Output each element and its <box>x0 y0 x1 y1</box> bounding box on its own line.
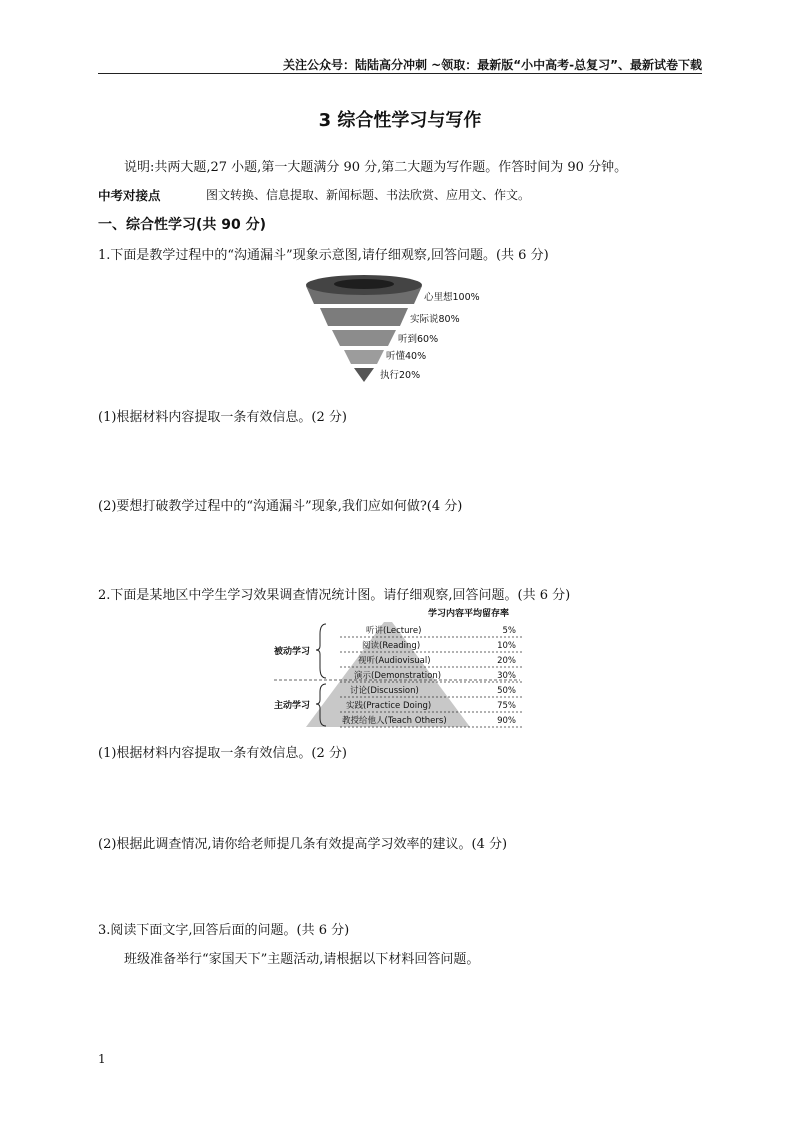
q1-stem: 1.下面是教学过程中的“沟通漏斗”现象示意图,请仔细观察,回答问题。(共 6 分) <box>98 248 549 263</box>
q2-sub2: (2)根据此调查情况,请你给老师提几条有效提高学习效率的建议。(4 分) <box>98 837 508 852</box>
page-header: 关注公众号：陆陆高分冲刺 ~领取：最新版“小中高考-总复习”、最新试卷下载 <box>283 58 702 72</box>
pyramid-value-label: 50% <box>497 686 516 696</box>
pyramid-value-label: 75% <box>497 701 516 711</box>
chart-header: 学习内容平均留存率 <box>428 609 510 619</box>
funnel-band-3 <box>332 330 396 346</box>
group-label-active: 主动学习 <box>274 701 311 711</box>
pyramid-value-label: 90% <box>497 716 516 726</box>
pyramid-category-label: 演示(Demonstration) <box>354 671 442 681</box>
brace-passive <box>316 624 326 678</box>
funnel-label-5: 执行20% <box>380 370 421 381</box>
pyramid-category-label: 听讲(Lecture) <box>366 626 422 636</box>
pyramid-category-label: 阅读(Reading) <box>362 641 421 651</box>
pyramid-value-label: 30% <box>497 671 516 681</box>
header-divider <box>98 73 702 74</box>
communication-funnel-diagram <box>290 270 520 388</box>
key-points-label: 中考对接点 <box>98 188 161 203</box>
pyramid-category-label: 讨论(Discussion) <box>350 686 419 696</box>
funnel-label-1: 心里想100% <box>424 292 480 303</box>
group-label-passive: 被动学习 <box>274 647 311 657</box>
pyramid-category-label: 教授给他人(Teach Others) <box>342 716 447 726</box>
key-points-text: 图文转换、信息提取、新闻标题、书法欣赏、应用文、作文。 <box>206 188 531 202</box>
pyramid-category-label: 实践(Practice Doing) <box>346 701 432 711</box>
pyramid-category-label: 视听(Audiovisual) <box>358 656 431 666</box>
funnel-label-3: 听到60% <box>398 334 439 345</box>
instructions: 说明:共两大题,27 小题,第一大题满分 90 分,第二大题为写作题。作答时间为 90 分钟。 <box>124 160 628 175</box>
q1-sub1: (1)根据材料内容提取一条有效信息。(2 分) <box>98 410 347 425</box>
funnel-label-4: 听懂40% <box>386 351 427 362</box>
q2-sub1: (1)根据材料内容提取一条有效信息。(2 分) <box>98 746 347 761</box>
pyramid-value-label: 20% <box>497 656 516 666</box>
q1-sub2: (2)要想打破教学过程中的“沟通漏斗”现象,我们应如何做?(4 分) <box>98 499 463 514</box>
page-number: 1 <box>98 1052 106 1066</box>
q3-intro: 班级准备举行“家国天下”主题活动,请根据以下材料回答问题。 <box>124 952 480 967</box>
funnel-band-2 <box>320 308 408 326</box>
section-heading: 一、综合性学习(共 90 分) <box>98 217 267 233</box>
pyramid-value-label: 10% <box>497 641 516 651</box>
funnel-band-4 <box>344 350 384 364</box>
page-title: 3 综合性学习与写作 <box>318 110 482 131</box>
pyramid-value-label: 5% <box>502 626 516 636</box>
funnel-band-5 <box>354 368 374 382</box>
funnel-top-inner <box>334 279 394 289</box>
q2-stem: 2.下面是某地区中学生学习效果调查情况统计图。请仔细观察,回答问题。(共 6 分) <box>98 588 571 603</box>
learning-pyramid-chart <box>270 604 530 734</box>
q3-stem: 3.阅读下面文字,回答后面的问题。(共 6 分) <box>98 923 350 938</box>
funnel-label-2: 实际说80% <box>410 314 460 325</box>
